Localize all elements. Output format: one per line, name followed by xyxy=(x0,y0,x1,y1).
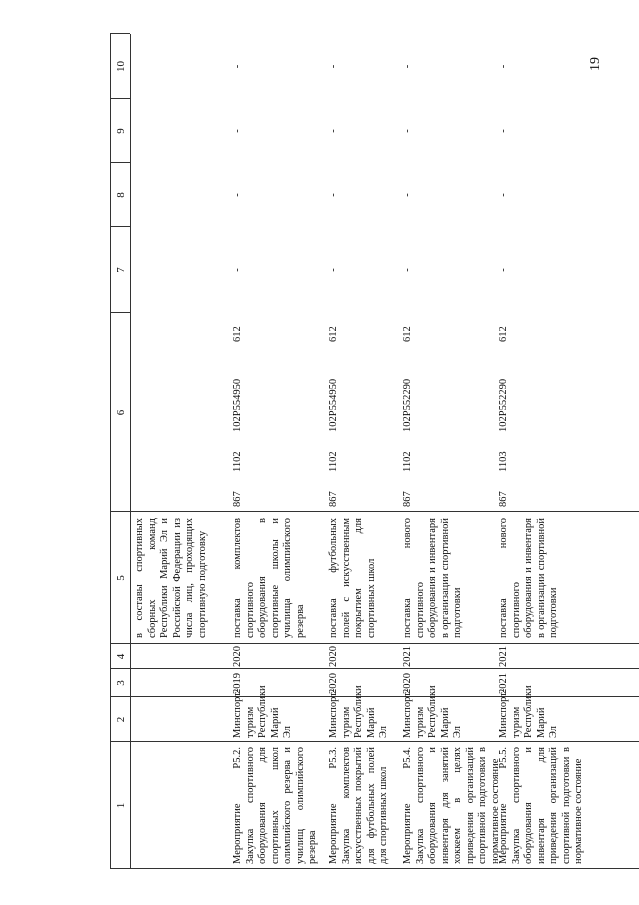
table-row-4-start-year: 2021 xyxy=(498,673,509,694)
table-row-1-end-year: 2020 xyxy=(232,646,243,667)
header-col-8: 8 xyxy=(115,192,127,198)
table-row-1-expense-type: 612 xyxy=(232,326,243,342)
table-row-3-col8: - xyxy=(402,193,413,197)
table-top-rule xyxy=(110,34,111,869)
table-row-1-grbs: 867 xyxy=(232,491,243,507)
table-row-2-col10: - xyxy=(328,64,339,69)
table-row-3-col7: - xyxy=(402,268,413,272)
table-row-3-col9: - xyxy=(402,129,413,133)
col-divider xyxy=(110,511,639,512)
header-col-3: 3 xyxy=(115,680,127,686)
table-row-4-expense-type: 612 xyxy=(498,326,509,342)
col-divider xyxy=(110,643,639,644)
table-row-1-col10: - xyxy=(232,64,243,69)
table-row-1-target: 102P554950 xyxy=(232,378,243,432)
table-row-3-expense-type: 612 xyxy=(402,326,413,342)
table-row-4-col8: - xyxy=(498,193,509,197)
table-row-2-result: поставка футбольных полей с искусственным покрытием для спортивных школ xyxy=(328,518,377,638)
table-row-1-start-year: 2019 xyxy=(232,673,243,694)
table-row-4-executor: Минспорт-туризм Республики Марий Эл xyxy=(498,685,559,738)
table-row-1-activity: Мероприятие Р5.2. Закупка спортивного оборудования для спортивных школ олимпийского резерва и училищ олимпийского резерва xyxy=(232,747,318,864)
header-col-6: 6 xyxy=(115,409,127,416)
table-row-2-col8: - xyxy=(328,193,339,197)
table-row-3-col10: - xyxy=(402,64,413,69)
table-row-1-executor: Минспорт-туризм Республики Марий Эл xyxy=(232,685,293,738)
col-divider xyxy=(110,868,639,869)
table-row-4-target: 102P552290 xyxy=(498,378,509,432)
table-row-3-start-year: 2020 xyxy=(402,673,413,694)
table-row-2-col7: - xyxy=(328,268,339,272)
table-row-3-activity: Мероприятие Р5.4. Закупка спортивного оборудования и инвентаря для занятий хоккеем в целях приведения организаций спортивной подготовки в нормативное состояние xyxy=(402,747,501,864)
table-row-3-end-year: 2021 xyxy=(402,646,413,667)
table-row-2-end-year: 2020 xyxy=(328,646,339,667)
table-row-2-executor: Минспорт-туризм Республики Марий Эл xyxy=(328,685,389,738)
table-row-0-goal: в составы спортивных сборных команд Республики Марий Эл и Российской Федерации из числа лиц, проходящих спортивную подготовку xyxy=(134,518,208,638)
table-row-1-col9: - xyxy=(232,129,243,133)
page-number: 19 xyxy=(588,57,603,71)
table-row-3-executor: Минспорт-туризм Республики Марий Эл xyxy=(402,685,463,738)
table-row-4-section: 1103 xyxy=(498,451,509,472)
col-divider xyxy=(110,668,639,669)
header-col-7: 7 xyxy=(115,267,127,273)
table-row-4-result: поставка нового спортивного оборудования и инвентаря в организации спортивной подготовки xyxy=(498,518,559,638)
header-col-9: 9 xyxy=(115,128,127,134)
table-row-4-col10: - xyxy=(498,64,509,69)
table-row-2-grbs: 867 xyxy=(328,491,339,507)
header-col-2: 2 xyxy=(115,716,127,723)
table-row-4-end-year: 2021 xyxy=(498,646,509,667)
table-row-2-activity: Мероприятие Р5.3. Закупка комплектов искусственных покрытий для футбольных полей для спортивных школ xyxy=(328,747,389,864)
table-row-4-col7: - xyxy=(498,268,509,272)
col-divider xyxy=(110,696,639,697)
program-table xyxy=(110,34,639,869)
table-row-4-grbs: 867 xyxy=(498,491,509,507)
table-row-3-result: поставка нового спортивного оборудования и инвентаря в организации спортивной подготовки xyxy=(402,518,463,638)
table-row-2-target: 102P554950 xyxy=(328,378,339,432)
header-col-5: 5 xyxy=(115,575,127,581)
table-row-3-section: 1102 xyxy=(402,451,413,472)
table-row-2-col9: - xyxy=(328,129,339,133)
header-col-1: 1 xyxy=(115,802,127,809)
table-row-1-col8: - xyxy=(232,193,243,197)
table-row-1-result: поставка комплектов спортивного оборудования в спортивные школы и училища олимпийского резерва xyxy=(232,518,306,638)
table-row-2-expense-type: 612 xyxy=(328,326,339,342)
table-row-2-section: 1102 xyxy=(328,451,339,472)
table-row-4-activity: Мероприятие Р5.5. Закупка спортивного оборудования и инвентаря для приведения организаций спортивной подготовки в нормативное состояние xyxy=(498,747,584,864)
table-header-rule xyxy=(130,34,131,869)
table-row-3-grbs: 867 xyxy=(402,491,413,507)
table-row-3-target: 102P552290 xyxy=(402,378,413,432)
header-col-4: 4 xyxy=(115,653,127,660)
table-row-1-col7: - xyxy=(232,268,243,272)
header-col-10: 10 xyxy=(115,61,127,72)
table-row-4-col9: - xyxy=(498,129,509,133)
col-divider xyxy=(110,741,639,742)
table-row-2-start-year: 2020 xyxy=(328,673,339,694)
table-row-1-section: 1102 xyxy=(232,451,243,472)
